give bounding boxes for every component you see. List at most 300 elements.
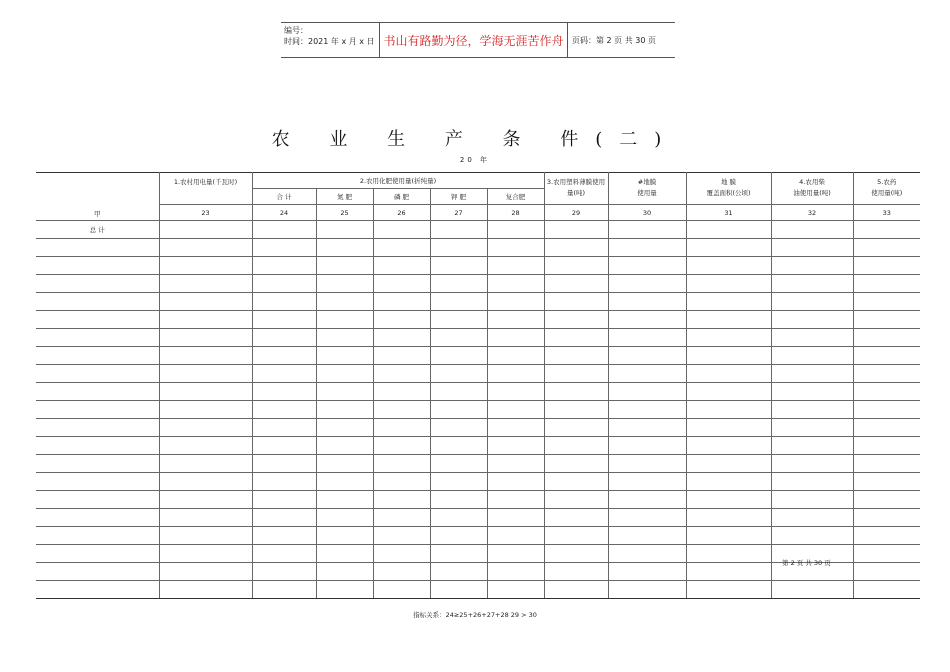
- cell: [853, 383, 920, 401]
- cell: [36, 257, 159, 275]
- cell: [608, 527, 686, 545]
- cell: [608, 581, 686, 599]
- col-number: 26: [373, 205, 430, 221]
- cell: [686, 257, 771, 275]
- cell: [159, 293, 252, 311]
- cell: [252, 275, 316, 293]
- cell: [686, 329, 771, 347]
- cell: [771, 347, 853, 365]
- cell: [373, 509, 430, 527]
- cell: [252, 527, 316, 545]
- cell: [771, 383, 853, 401]
- cell: [487, 347, 544, 365]
- col-number: 32: [771, 205, 853, 221]
- table-row: [36, 401, 920, 419]
- cell: [159, 545, 252, 563]
- cell: [771, 509, 853, 527]
- table-row: [36, 311, 920, 329]
- cell: [771, 491, 853, 509]
- cell: [487, 455, 544, 473]
- cell: [430, 581, 487, 599]
- cell: [544, 311, 608, 329]
- header-c2-sub: 钾 肥: [430, 189, 487, 205]
- cell: [316, 401, 373, 419]
- header-c7: [853, 173, 920, 205]
- cell: [373, 257, 430, 275]
- cell: [608, 365, 686, 383]
- cell: [430, 239, 487, 257]
- cell: [36, 437, 159, 455]
- cell: [487, 581, 544, 599]
- page-label: 页码：第 2 页 共 30 页: [572, 35, 656, 45]
- cell: [252, 365, 316, 383]
- indicator-relation: 指标关系：24≥25+26+27+28 29 > 30: [413, 611, 537, 619]
- cell: [373, 221, 430, 239]
- cell: [608, 455, 686, 473]
- table-row: [36, 509, 920, 527]
- col-number: 31: [686, 205, 771, 221]
- cell: [771, 365, 853, 383]
- cell: [487, 401, 544, 419]
- cell: [686, 293, 771, 311]
- cell: [771, 437, 853, 455]
- cell: [544, 473, 608, 491]
- cell: [252, 383, 316, 401]
- table-row: [36, 437, 920, 455]
- cell: [159, 329, 252, 347]
- cell: [608, 563, 686, 581]
- table-row: [36, 581, 920, 599]
- cell: [373, 239, 430, 257]
- header-c2-group: 2.农用化肥使用量(折纯量): [252, 173, 544, 189]
- header-c7-line1: 5.农药: [877, 178, 897, 186]
- cell: [487, 563, 544, 581]
- header-c2-sub: 氮 肥: [316, 189, 373, 205]
- header-c4-line1: #地膜: [637, 178, 657, 186]
- cell: [686, 275, 771, 293]
- cell: [853, 563, 920, 581]
- cell: [316, 491, 373, 509]
- cell: [544, 527, 608, 545]
- cell: [487, 437, 544, 455]
- cell: [430, 311, 487, 329]
- cell: [771, 221, 853, 239]
- header-meta: [281, 23, 380, 57]
- cell: [771, 311, 853, 329]
- col-number: 27: [430, 205, 487, 221]
- cell: [373, 563, 430, 581]
- cell: [159, 473, 252, 491]
- year-label: 20 年: [459, 156, 491, 164]
- header-slogan: 书山有路勤为径，学海无涯苦作舟: [380, 23, 568, 57]
- cell: [36, 473, 159, 491]
- cell: [608, 329, 686, 347]
- table-row: [36, 455, 920, 473]
- cell: [159, 311, 252, 329]
- header-c5-line1: 地 膜: [720, 178, 737, 186]
- cell: [487, 257, 544, 275]
- cell: [853, 581, 920, 599]
- table-row: [36, 239, 920, 257]
- table-row: [36, 347, 920, 365]
- cell: [36, 509, 159, 527]
- cell: [430, 383, 487, 401]
- cell: [487, 419, 544, 437]
- cell: [686, 365, 771, 383]
- cell: [159, 563, 252, 581]
- cell: [487, 365, 544, 383]
- cell: [36, 419, 159, 437]
- cell: [316, 509, 373, 527]
- cell: [36, 581, 159, 599]
- cell: [316, 257, 373, 275]
- cell: [316, 545, 373, 563]
- cell: [36, 455, 159, 473]
- cell: [544, 365, 608, 383]
- table-row: [36, 383, 920, 401]
- cell: [36, 401, 159, 419]
- cell: [36, 275, 159, 293]
- cell: [853, 455, 920, 473]
- cell: [771, 293, 853, 311]
- table-row: [36, 491, 920, 509]
- cell: [316, 347, 373, 365]
- cell: [316, 581, 373, 599]
- page-title: 农 业 生 产 条 件(二): [271, 129, 679, 150]
- cell: [686, 239, 771, 257]
- cell: [159, 401, 252, 419]
- cell: [686, 383, 771, 401]
- cell: [544, 563, 608, 581]
- table-row: [36, 329, 920, 347]
- cell: [36, 545, 159, 563]
- cell: [544, 491, 608, 509]
- cell: [430, 401, 487, 419]
- cell: [608, 401, 686, 419]
- cell: [487, 509, 544, 527]
- cell: [373, 473, 430, 491]
- cell: [159, 221, 252, 239]
- cell: [430, 275, 487, 293]
- col-number: 29: [544, 205, 608, 221]
- cell: [686, 491, 771, 509]
- cell: [487, 527, 544, 545]
- cell: [487, 239, 544, 257]
- cell: [608, 383, 686, 401]
- header-c6-line1: 4.农用柴: [799, 178, 825, 186]
- cell: [252, 239, 316, 257]
- cell: [252, 221, 316, 239]
- cell: [36, 311, 159, 329]
- table-row: [36, 527, 920, 545]
- header-c5-line2: 覆盖面积(公顷): [706, 189, 751, 197]
- cell: [252, 455, 316, 473]
- cell: [316, 563, 373, 581]
- cell: [373, 365, 430, 383]
- cell: [430, 221, 487, 239]
- cell: [373, 347, 430, 365]
- cell: [487, 311, 544, 329]
- cell: [608, 437, 686, 455]
- cell: [252, 563, 316, 581]
- cell: [159, 509, 252, 527]
- cell: [316, 527, 373, 545]
- cell: [853, 365, 920, 383]
- cell: [430, 419, 487, 437]
- header-c4-line2: 使用量: [637, 189, 657, 197]
- cell: [853, 239, 920, 257]
- cell: [430, 473, 487, 491]
- cell: [373, 437, 430, 455]
- header-c3: 3.农用塑料薄膜使用量(吨): [544, 173, 608, 205]
- cell: [159, 275, 252, 293]
- cell: [159, 257, 252, 275]
- cell: [544, 437, 608, 455]
- cell: [544, 545, 608, 563]
- cell: [373, 311, 430, 329]
- cell: [608, 221, 686, 239]
- cell: [608, 419, 686, 437]
- cell: [853, 347, 920, 365]
- cell: [36, 563, 159, 581]
- cell: [430, 365, 487, 383]
- cell: [771, 329, 853, 347]
- cell: [430, 257, 487, 275]
- cell: [853, 437, 920, 455]
- cell: [430, 437, 487, 455]
- cell: [159, 419, 252, 437]
- cell: [544, 347, 608, 365]
- cell: [608, 491, 686, 509]
- cell: [544, 509, 608, 527]
- cell: [771, 455, 853, 473]
- cell: [159, 455, 252, 473]
- cell: [853, 473, 920, 491]
- cell: [373, 401, 430, 419]
- cell: [316, 455, 373, 473]
- cell: [316, 329, 373, 347]
- cell: [544, 401, 608, 419]
- cell: [36, 239, 159, 257]
- cell: [487, 293, 544, 311]
- cell: [252, 347, 316, 365]
- header-c4: [608, 173, 686, 205]
- cell: [608, 293, 686, 311]
- table-body: [36, 239, 920, 599]
- cell: [853, 527, 920, 545]
- header-c6-line2: 油使用量(吨): [793, 189, 831, 197]
- cell: [430, 455, 487, 473]
- cell: [487, 545, 544, 563]
- cell: [487, 491, 544, 509]
- table-row: [36, 275, 920, 293]
- cell: [686, 563, 771, 581]
- cell: [316, 221, 373, 239]
- cell: [686, 455, 771, 473]
- cell: [771, 275, 853, 293]
- cell: [36, 347, 159, 365]
- cell: [373, 383, 430, 401]
- cell: [544, 221, 608, 239]
- cell: [487, 329, 544, 347]
- cell: [252, 581, 316, 599]
- cell: [686, 437, 771, 455]
- cell: [608, 509, 686, 527]
- cell: [853, 491, 920, 509]
- cell: [316, 437, 373, 455]
- cell: [430, 527, 487, 545]
- cell: [544, 329, 608, 347]
- cell: [544, 383, 608, 401]
- cell: [373, 581, 430, 599]
- header-c5: [686, 173, 771, 205]
- cell: [686, 581, 771, 599]
- cell: [771, 473, 853, 491]
- header-c1: 1.农村用电量(千瓦时): [159, 173, 252, 205]
- cell: [252, 293, 316, 311]
- data-table: [36, 172, 920, 599]
- cell: [608, 239, 686, 257]
- cell: [316, 383, 373, 401]
- cell: [853, 419, 920, 437]
- cell: [373, 455, 430, 473]
- cell: [853, 545, 920, 563]
- cell: [853, 509, 920, 527]
- cell: [373, 491, 430, 509]
- cell: [487, 383, 544, 401]
- cell: [373, 527, 430, 545]
- total-label: 总 计: [36, 221, 159, 239]
- cell: [159, 491, 252, 509]
- cell: [252, 437, 316, 455]
- col-number: 33: [853, 205, 920, 221]
- col-number: 30: [608, 205, 686, 221]
- document-header: [281, 22, 675, 58]
- cell: [686, 221, 771, 239]
- cell: [252, 545, 316, 563]
- cell: [771, 419, 853, 437]
- cell: [252, 311, 316, 329]
- cell: [316, 365, 373, 383]
- cell: [430, 545, 487, 563]
- header-c6: [771, 173, 853, 205]
- cell: [608, 275, 686, 293]
- cell: [686, 509, 771, 527]
- cell: [159, 437, 252, 455]
- cell: [316, 293, 373, 311]
- cell: [686, 527, 771, 545]
- total-row: [36, 221, 920, 239]
- cell: [159, 581, 252, 599]
- cell: [544, 419, 608, 437]
- table-row: [36, 473, 920, 491]
- table-row: [36, 293, 920, 311]
- cell: [430, 509, 487, 527]
- cell: [373, 329, 430, 347]
- cell: [686, 401, 771, 419]
- cell: [159, 347, 252, 365]
- cell: [487, 473, 544, 491]
- cell: [608, 473, 686, 491]
- cell: [36, 527, 159, 545]
- cell: [36, 293, 159, 311]
- cell: [316, 419, 373, 437]
- cell: [373, 293, 430, 311]
- cell: [686, 419, 771, 437]
- cell: [608, 347, 686, 365]
- cell: [544, 581, 608, 599]
- time-label: 时间：2021 年 x 月 x 日: [284, 37, 375, 46]
- cell: [430, 563, 487, 581]
- cell: [544, 257, 608, 275]
- cell: [36, 383, 159, 401]
- col-number: 28: [487, 205, 544, 221]
- cell: [487, 221, 544, 239]
- row-label-header: 甲: [36, 173, 159, 221]
- cell: [544, 239, 608, 257]
- col-number: 24: [252, 205, 316, 221]
- header-c7-line2: 使用量(吨): [871, 189, 903, 197]
- cell: [853, 275, 920, 293]
- cell: [430, 293, 487, 311]
- cell: [373, 275, 430, 293]
- cell: [36, 329, 159, 347]
- header-c2-sub: 合 计: [252, 189, 316, 205]
- cell: [686, 347, 771, 365]
- code-label: 编号：: [284, 26, 308, 35]
- table-row: [36, 365, 920, 383]
- cell: [316, 239, 373, 257]
- cell: [252, 257, 316, 275]
- cell: [373, 545, 430, 563]
- cell: [608, 311, 686, 329]
- table-row: [36, 419, 920, 437]
- cell: [316, 473, 373, 491]
- cell: [771, 239, 853, 257]
- cell: [373, 419, 430, 437]
- cell: [853, 401, 920, 419]
- cell: [252, 473, 316, 491]
- cell: [159, 239, 252, 257]
- cell: [252, 419, 316, 437]
- cell: [771, 401, 853, 419]
- cell: [430, 347, 487, 365]
- cell: [430, 329, 487, 347]
- cell: [316, 275, 373, 293]
- cell: [252, 401, 316, 419]
- cell: [853, 257, 920, 275]
- cell: [159, 527, 252, 545]
- cell: [853, 311, 920, 329]
- cell: [544, 455, 608, 473]
- cell: [487, 275, 544, 293]
- cell: [853, 329, 920, 347]
- cell: [544, 275, 608, 293]
- col-number: 23: [159, 205, 252, 221]
- header-c2-sub: 磷 肥: [373, 189, 430, 205]
- cell: [686, 473, 771, 491]
- cell: [686, 311, 771, 329]
- cell: [853, 221, 920, 239]
- cell: [686, 545, 771, 563]
- cell: [608, 257, 686, 275]
- cell: [252, 509, 316, 527]
- cell: [544, 293, 608, 311]
- cell: [430, 491, 487, 509]
- cell: [853, 293, 920, 311]
- cell: [771, 257, 853, 275]
- header-c2-sub: 复合肥: [487, 189, 544, 205]
